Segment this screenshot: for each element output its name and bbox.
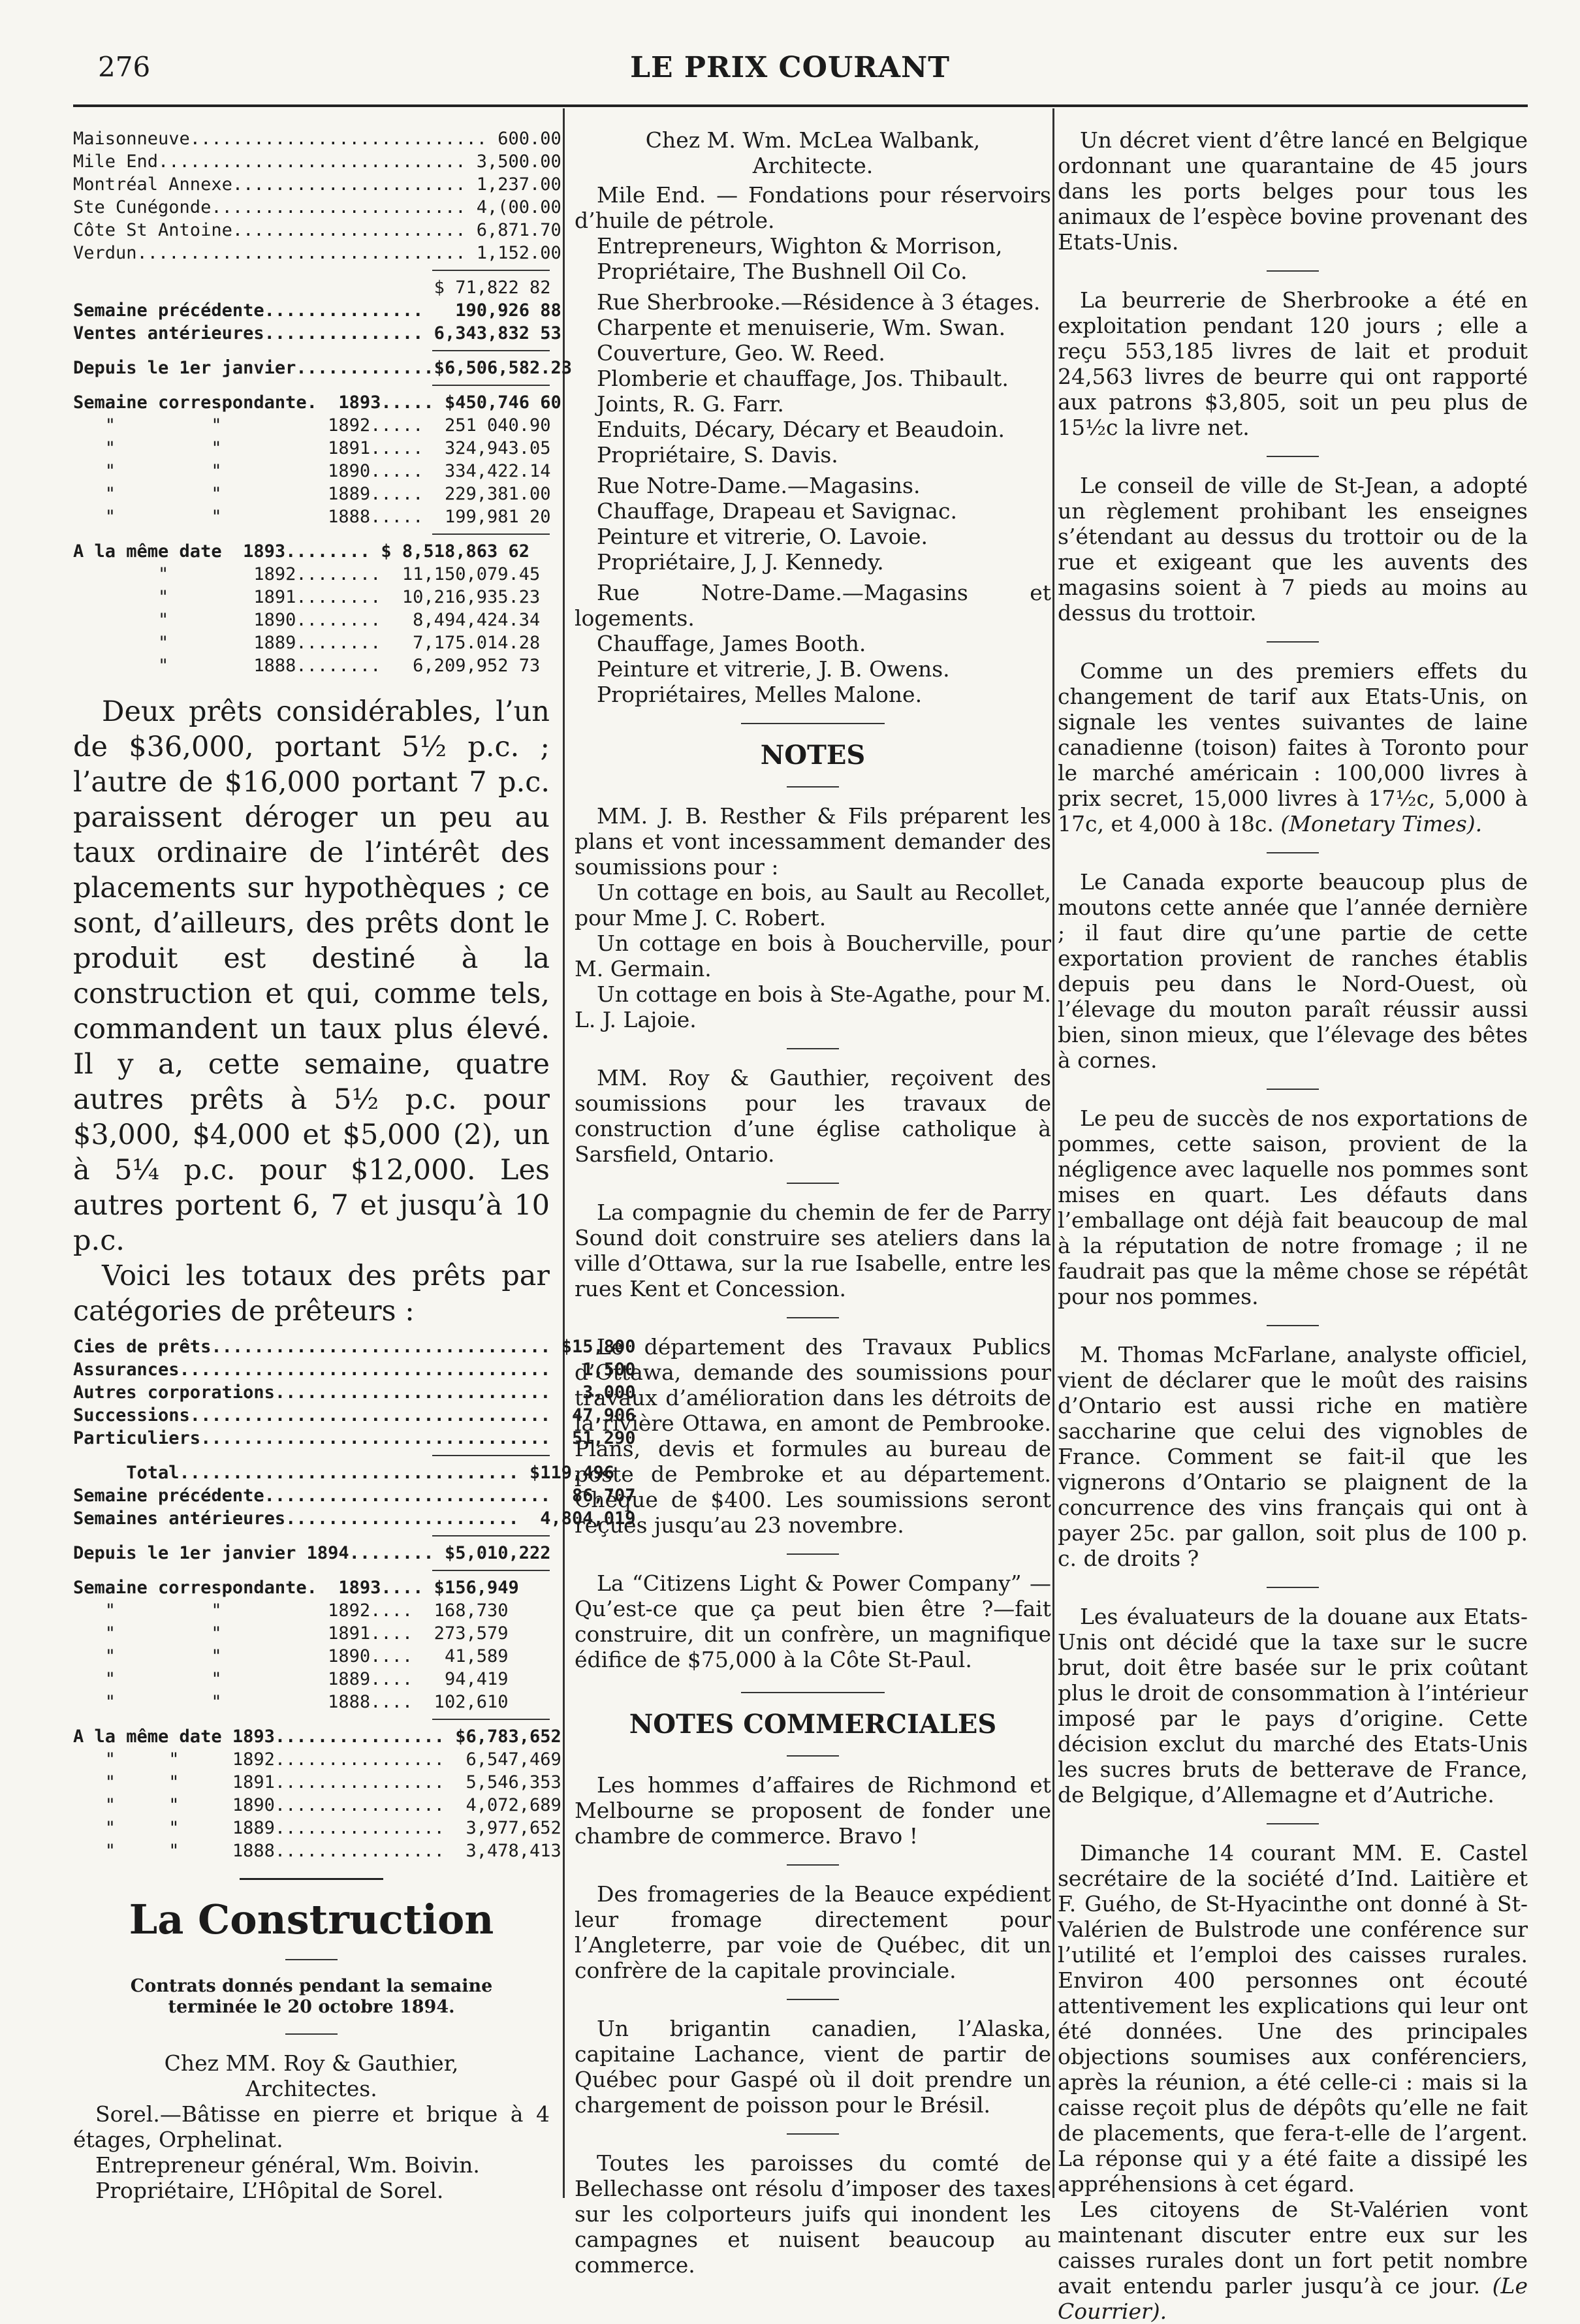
divider <box>787 1999 839 2000</box>
table-row: " 1888........ 6,209,952 73 <box>73 656 541 676</box>
divider <box>432 1535 550 1536</box>
totaux-intro: Voici les totaux des prêts par catégories de prêteurs : <box>73 1260 550 1328</box>
mile-end-entry: Mile End. — Fondations pour réservoirs d’huile de pétrole. <box>575 182 1051 233</box>
divider <box>1267 641 1319 643</box>
douane-note: Les évaluateurs de la douane aux Etats-Unis ont décidé que la taxe sur le sucre brut, doit être basée sur le prix coûtant plus le droit de consommation à l’intérieur imposé par le pays d’origine. Cette décision exclut du marché des Etats-Unis les sucres bruts de betterave de France, de Belgique, d’Allemagne et d’Autriche. <box>1058 1604 1528 1807</box>
column-2 <box>575 127 1051 2278</box>
divider <box>240 1878 383 1880</box>
sorel-proprietaire: Propriétaire, L’Hôpital de Sorel. <box>95 2178 444 2203</box>
citizens-note: La “Citizens Light & Power Company” —Qu’est-ce que ça peut bien être ?—fait construire, dit un confrère, un magnifique édifice de $75,000 à la Côte St-Paul. <box>575 1570 1051 1672</box>
citoyens-note <box>1058 2197 1528 2324</box>
sherbrooke-line: Couverture, Geo. W. Reed. <box>597 340 885 366</box>
divider <box>1267 456 1319 457</box>
pommes-note: Le peu de succès de nos exportations de pommes, cette saison, provient de la négligence avec laquelle nos pommes sont mises en quart. Les défauts dans l’emballage ont déjà fait beaucoup de mal à la réputation de notre fromage ; il ne faudrait pas que la même chose se répétât pour nos pommes. <box>1058 1106 1528 1309</box>
table-row: " " 1890................ 4,072,689 <box>73 1795 561 1815</box>
preteurs-table <box>73 1335 636 1450</box>
table-row: " " 1892..... 251 040.90 <box>73 415 551 436</box>
notes-heading: NOTES <box>760 740 866 771</box>
resther-item: Un cottage en bois à Ste-Agathe, pour M. L. J. Lajoie. <box>575 981 1051 1032</box>
divider <box>787 1183 839 1184</box>
sherbrooke-line: Enduits, Décary, Décary et Beaudoin. <box>597 417 1005 442</box>
column-1 <box>73 127 636 2203</box>
table-row: " " 1891..... 324,943.05 <box>73 438 551 458</box>
tarif-note <box>1058 658 1528 836</box>
divider <box>1267 1089 1319 1090</box>
parry-note: La compagnie du chemin de fer de Parry Sound doit construire ses ateliers dans la ville d’Ottawa, sur la rue Isabelle, entre les rues Kent et Concession. <box>575 1200 1051 1301</box>
table-row: Semaines antérieures...................... 4,804,019 <box>73 1508 636 1529</box>
table-row: Montréal Annexe...................... 1,237.00 <box>73 174 561 195</box>
table-row: Côte St Antoine...................... 6,871.70 <box>73 220 561 240</box>
table-row: Mile End............................. 3,500.00 <box>73 151 561 172</box>
table-row: Successions.................................. 47,906 <box>73 1405 636 1425</box>
chez-roy: Chez MM. Roy & Gauthier, <box>164 2050 459 2076</box>
mcfarlane-note: M. Thomas McFarlane, analyste officiel, vient de déclarer que le moût des raisins d’Ontario est aussi riche en matière saccharine que celui des vignobles de France. Comment se fait-il que les vignerons d’Ontario se plaignent de la concurrence des vins français qui ont à payer 25c. par gallon, soit plus de 100 p. c. de droits ? <box>1058 1342 1528 1571</box>
table-row: " 1891........ 10,216,935.23 <box>73 587 541 607</box>
canada-note: Le Canada exporte beaucoup plus de moutons cette année que l’année dernière ; il faut dire qu’une partie de cette exportation provient de ranches établis depuis peu dans le Nord-Ouest, où l’élevage du mouton paraît réussir aussi bien, sinon mieux, que l’élevage des bêtes à cornes. <box>1058 869 1528 1073</box>
mile-end-line: Entrepreneurs, Wighton & Morrison, <box>597 233 1003 259</box>
sherbrooke-line: Plomberie et chauffage, Jos. Thibault. <box>597 366 1009 391</box>
beauce-note: Des fromageries de la Beauce expédient leur fromage directement pour l’Angleterre, par voie de Québec, dit un confrère de la capitale provinciale. <box>575 1881 1051 1983</box>
tarif-source: (Monetary Times). <box>1280 811 1483 836</box>
depuis-total: Depuis le 1er janvier.............$6,506,582.23 <box>73 358 573 378</box>
table-row: A la même date 1893........ $ 8,518,863 62 <box>73 541 529 562</box>
divider <box>432 270 550 271</box>
table-row: " " 1891.... 273,579 <box>73 1623 509 1644</box>
table-row: " " 1890.... 41,589 <box>73 1646 509 1666</box>
sherbrooke-line: Joints, R. G. Farr. <box>597 391 784 417</box>
divider <box>787 1553 839 1555</box>
header-rule <box>73 104 1528 107</box>
divider <box>741 723 885 724</box>
divider <box>432 1455 550 1456</box>
notes-commerciales-heading: NOTES COMMERCIALES <box>629 1709 997 1740</box>
table-row: " 1890........ 8,494,424.34 <box>73 610 541 630</box>
table-row: Semaine précédente............... 190,926 88 <box>73 300 561 321</box>
depuis-total: Depuis le 1er janvier 1894........ $5,010,222 <box>73 1543 551 1563</box>
citoyens-source: (Le Courrier). <box>1058 2273 1528 2324</box>
resther-item: Un cottage en bois à Boucherville, pour M. Germain. <box>575 931 1051 981</box>
table-row: Ste Cunégonde........................ 4,(00.00 <box>73 197 561 217</box>
divider <box>787 2133 839 2135</box>
table-row: Semaine correspondante. 1893.... $156,949 <box>73 1578 519 1598</box>
divider <box>1267 1325 1319 1326</box>
architectes-label: Architectes. <box>245 2076 377 2101</box>
table-row: " " 1890..... 334,422.14 <box>73 461 551 481</box>
table-row: " " 1889................ 3,977,652 <box>73 1818 561 1838</box>
table-row: " 1889........ 7,175.014.28 <box>73 633 541 653</box>
table-row: Cies de prêts................................ $15,800 <box>73 1337 636 1357</box>
tarif-text: Comme un des premiers effets du changement de tarif aux Etats-Unis, on signale les ventes suivantes de laine canadienne (toison) faites à Toronto pour le marché américain : 100,000 livres à prix secret, 15,000 livres à 17½c, 5,000 à 17c, et 4,000 à 18c. <box>1058 658 1528 836</box>
notre-dame-line: Propriétaire, J, J. Kennedy. <box>597 549 884 575</box>
divider <box>787 1048 839 1049</box>
table-row: Semaine précédente........................... 86,707 <box>73 1486 636 1506</box>
table-row: " " 1888..... 199,981 20 <box>73 507 551 527</box>
divider <box>285 1959 338 1960</box>
column-3 <box>1058 127 1528 2324</box>
roy-note: MM. Roy & Gauthier, reçoivent des soumissions pour les travaux de construction d’une église catholique à Sarsfield, Ontario. <box>575 1065 1051 1167</box>
resther-note: MM. J. B. Resther & Fils préparent les plans et vont incessamment demander des soumissions pour : <box>575 803 1051 880</box>
table-row: " 1892........ 11,150,079.45 <box>73 564 541 584</box>
table-row: " " 1891................ 5,546,353 <box>73 1772 561 1792</box>
page-title: LE PRIX COURANT <box>630 51 950 84</box>
table-row: Verdun............................... 1,152.00 <box>73 243 561 263</box>
table-row: " " 1888................ 3,478,413 <box>73 1841 561 1861</box>
sorel-entrepreneur: Entrepreneur général, Wm. Boivin. <box>95 2152 480 2178</box>
table-row: " " 1892................ 6,547,469 <box>73 1749 561 1770</box>
decret-note: Un décret vient d’être lancé en Belgique ordonnant une quarantaine de 45 jours dans les ports belges pour tous les animaux de l’espèce bovine provenant des Etats-Unis. <box>1058 127 1528 255</box>
citoyens-text: Les citoyens de St-Valérien vont maintenant discuter entre eux sur les caisses rurales dont un fort petit nombre avait entendu parler jusqu’à ce jour. <box>1058 2197 1528 2299</box>
notre-dame-entry: Rue Notre-Dame.—Magasins et logements. <box>575 580 1051 631</box>
dimanche-note: Dimanche 14 courant MM. E. Castel secrétaire de la société d’Ind. Laitière et F. Guého, de St-Hyacinthe ont donné à St-Valérien de Bulstrode une conférence sur l’utilité et l’emploi des caisses rurales. Environ 400 personnes ont écouté attentivement les explications qui leur ont été données. Une des principales objections soumises aux conférenciers, après la réunion, a été celle-ci : mais si la caisse reçoit plus de dépôts qu’elle ne fait de placements, que fera-t-elle de l’argent. La réponse qui y a été faite a dissipé les appréhensions à cet égard. <box>1058 1840 1528 2197</box>
sherbrooke-entry: Rue Sherbrooke.—Résidence à 3 étages. <box>597 289 1041 315</box>
column-divider-2 <box>1052 108 1054 2198</box>
divider <box>1267 1587 1319 1588</box>
mile-end-line: Propriétaire, The Bushnell Oil Co. <box>597 259 968 284</box>
table-row: " " 1889.... 94,419 <box>73 1669 509 1689</box>
contrats-heading: Contrats donnés pendant la semaine terminée le 20 octobre 1894. <box>130 1976 493 2017</box>
table-row: " " 1888.... 102,610 <box>73 1692 509 1712</box>
page-number: 276 <box>98 51 151 83</box>
table-row: Particuliers................................. 51,290 <box>73 1428 636 1448</box>
conseil-note: Le conseil de ville de St-Jean, a adopté un règlement prohibant les enseignes s’étendant au dessus du trottoir ou de la rue et exigeant que les auvents des magasins soient à 7 pieds au moins au dessus du trottoir. <box>1058 473 1528 626</box>
table-row: Ventes antérieures............... 6,343,832 53 <box>73 323 561 343</box>
chez-walbank: Chez M. Wm. McLea Walbank, <box>645 127 981 153</box>
table-row: Maisonneuve............................ 600.00 <box>73 129 561 149</box>
divider <box>432 533 550 535</box>
sherbrooke-line: Charpente et menuiserie, Wm. Swan. <box>597 315 1006 340</box>
divider <box>432 1570 550 1571</box>
divider <box>787 1317 839 1318</box>
notre-dame-line: Chauffage, Drapeau et Savignac. <box>597 498 957 524</box>
resther-item: Un cottage en bois, au Sault au Recollet, pour Mme J. C. Robert. <box>575 880 1051 931</box>
prets-paragraph: Deux prêts considérables, l’un de $36,000, portant 5½ p.c. ; l’autre de $16,000 portant 7 p.c. paraissent déroger un peu au taux ordinaire de l’intérêt des placements sur hypothèques ; ce sont, d’ailleurs, des prêts dont le produit est destiné à la construction et qui, comme tels, commandent un taux plus élevé. Il y a, cette semaine, quatre autres prêts à 5½ p.c. pour $3,000, $4,000 et $5,000 (2), un à 5¼ p.c. pour $12,000. Les autres portent 6, 7 et jusqu’à 10 p.c. <box>73 695 550 1257</box>
table-row: Semaine correspondante. 1893..... $450,746 60 <box>73 392 561 413</box>
divider <box>285 2033 338 2035</box>
sorel-entry: Sorel.—Bâtisse en pierre et brique à 4 étages, Orphelinat. <box>73 2101 550 2152</box>
divider <box>1267 852 1319 853</box>
column-divider-1 <box>563 108 565 2198</box>
table-row: A la même date 1893................ $6,783,652 <box>73 1727 561 1747</box>
architecte-label: Architecte. <box>752 153 874 178</box>
notre-dame-line: Propriétaires, Melles Malone. <box>597 682 923 707</box>
construction-title: La Construction <box>129 1896 494 1943</box>
table-row: " " 1889..... 229,381.00 <box>73 484 551 504</box>
divider <box>432 1719 550 1720</box>
divider <box>432 350 550 351</box>
divider <box>787 786 839 788</box>
richmond-note: Les hommes d’affaires de Richmond et Melbourne se proposent de fonder une chambre de commerce. Bravo ! <box>575 1772 1051 1849</box>
bellechasse-note: Toutes les paroisses du comté de Bellechasse ont résolu d’imposer des taxes sur les colporteurs juifs qui inondent les campagnes et nuisent beaucoup au commerce. <box>575 2150 1051 2278</box>
divider <box>1267 1823 1319 1824</box>
table-row: Assurances................................... 1,500 <box>73 1360 636 1380</box>
notre-dame-line: Peinture et vitrerie, J. B. Owens. <box>597 656 950 682</box>
district-table <box>73 127 561 264</box>
table-row: " " 1892.... 168,730 <box>73 1600 509 1621</box>
notre-dame-line: Chauffage, James Booth. <box>597 631 866 656</box>
notre-dame-line: Peinture et vitrerie, O. Lavoie. <box>597 524 928 549</box>
travaux-note: Le département des Travaux Publics d’Ottawa, demande des soumissions pour travaux d’amélioration dans les détroits de la rivière Ottawa, en amont de Pembrooke. Plans, devis et formules au bureau de poste de Pembroke et au département. Chèque de $400. Les soumissions seront reçues jusqu’au 23 novembre. <box>575 1334 1051 1538</box>
notre-dame-entry: Rue Notre-Dame.—Magasins. <box>597 473 921 498</box>
divider <box>1267 270 1319 272</box>
table-row: $ 71,822 82 <box>73 278 551 298</box>
divider <box>787 1755 839 1757</box>
table-row: Total................................ $119,496 <box>73 1463 615 1483</box>
divider <box>432 385 550 386</box>
table-row: Autres corporations.......................... 3,000 <box>73 1382 636 1403</box>
beurrerie-note: La beurrerie de Sherbrooke a été en exploitation pendant 120 jours ; elle a reçu 553,185 livres de lait et produit 24,563 livres de beurre qui ont rapporté aux patrons $3,805, soit un peu plus de 15½c la livre net. <box>1058 287 1528 440</box>
divider <box>741 1692 885 1693</box>
brigantin-note: Un brigantin canadien, l’Alaska, capitaine Lachance, vient de partir de Québec pour Gaspé où il doit prendre un chargement de poisson pour le Brésil. <box>575 2016 1051 2118</box>
sherbrooke-line: Propriétaire, S. Davis. <box>597 442 838 468</box>
divider <box>787 1864 839 1866</box>
